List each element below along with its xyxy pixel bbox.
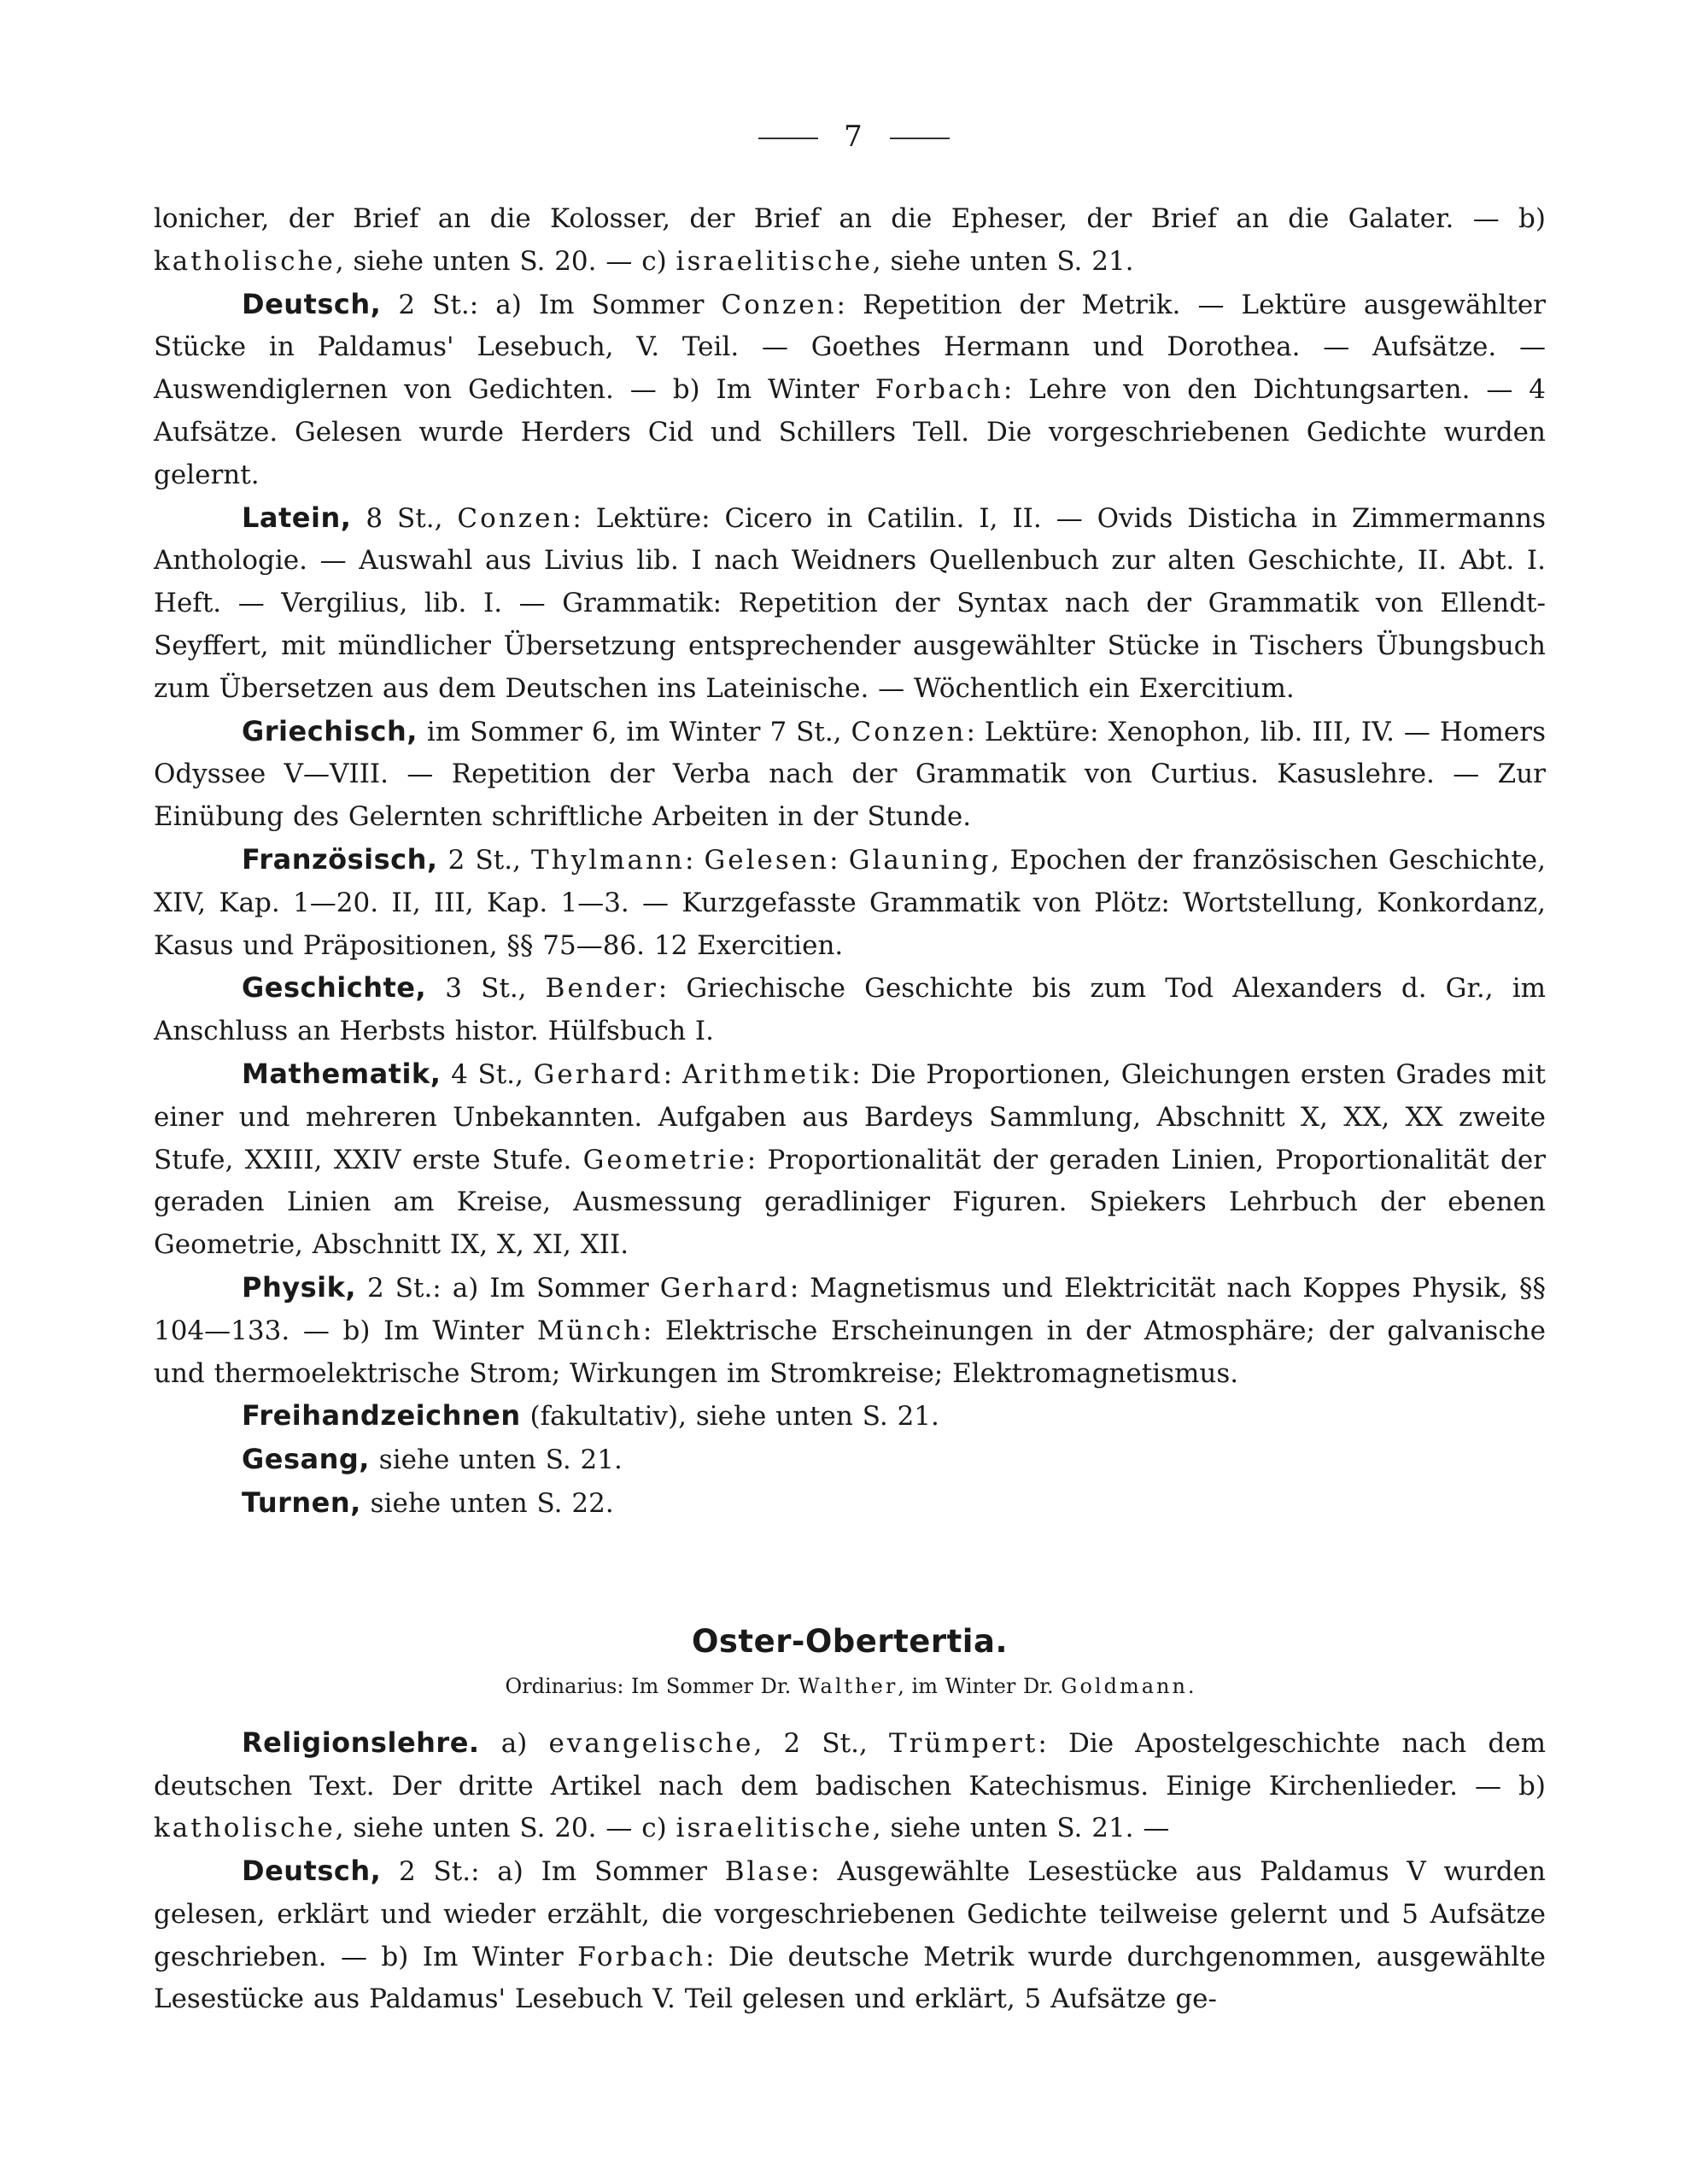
paragraph-franzoesisch [154, 839, 1546, 967]
text: , 2 St., [753, 1727, 889, 1759]
text: im Sommer 6, im Winter 7 St., [417, 716, 851, 747]
teacher-name: Conzen [851, 716, 967, 747]
subject-heading: Gesang, [242, 1443, 370, 1476]
subject-heading: Deutsch, [242, 1855, 382, 1888]
text: : Griechische Geschichte bis zum Tod Alexanders d. Gr., im Anschluss an Herbsts histor. Hülfsbuch I. [154, 973, 1547, 1047]
text: : Magnetismus und Elektricität nach Koppes Physik, §§ 104—133. — b) Im Winter [154, 1272, 1546, 1346]
text: : Lehre von den Dichtungsarten. — 4 Aufsätze. Gelesen wurde Herders Cid und Schillers Tell. Die vorgeschriebenen Gedichte wurden gelernt. [154, 374, 1547, 490]
text: 2 St.: a) Im Sommer [381, 1856, 725, 1888]
teacher-name: Gerhard [659, 1272, 790, 1304]
text: : Lektüre: Xenophon, lib. III, IV. — Homers Odyssee V—VIII. — Repetition der Verba nach der Grammatik von Curtius. Kasuslehre. — Zur Einübung des Gelernten schriftliche Arbeiten in der Stunde. [154, 716, 1546, 833]
paragraph-geschichte [154, 967, 1546, 1053]
paragraph-deutsch-obertertia [154, 1850, 1546, 2021]
denomination-israelite: israelitische [676, 245, 873, 277]
text: siehe unten S. 21. [369, 1444, 623, 1476]
text: : Die deutsche Metrik wurde durchgenommen, ausgewählte Lesestücke aus Paldamus' Lesebuch V. Teil gelesen und erklärt, 5 Aufsätze ge- [154, 1941, 1546, 2015]
paragraph-deutsch [154, 284, 1546, 497]
teacher-name: Walther [798, 1673, 898, 1698]
continuation-end: , siehe unten S. 21. [872, 245, 1134, 277]
subject-heading: Mathematik, [242, 1057, 442, 1090]
text: 4 St., [441, 1058, 534, 1090]
paragraph-griechisch [154, 711, 1546, 839]
spaced-label: Geometrie [582, 1144, 747, 1175]
denomination-evangelical: evangelische [548, 1727, 754, 1759]
text: . [1187, 1673, 1195, 1698]
paragraph-freihandzeichnen [154, 1395, 1546, 1439]
ordinarius-line [154, 1669, 1546, 1703]
subject-heading: Religionslehre. [242, 1726, 480, 1759]
text: , im Winter Dr. [898, 1673, 1062, 1698]
denomination-catholic: katholische [154, 245, 336, 277]
text: : [684, 844, 705, 876]
header-dash-right [890, 138, 950, 139]
paragraph-latein [154, 497, 1546, 711]
text: 2 St.: a) Im Sommer [356, 1272, 660, 1304]
denomination-israelite: israelitische [676, 1813, 873, 1844]
teacher-name: Gerhard [533, 1058, 664, 1090]
text: : Lektüre: Cicero in Catilin. I, II. — Ovids Disticha in Zimmermanns Anthologie. — Auswahl aus Livius lib. I nach Weidners Quellenbuch zur alten Geschichte, II. Abt. I. Heft. — Vergilius, lib. I. — Grammatik: Repetition der Syntax nach der Grammatik von Ellendt-Seyffert, mit mündlicher Übersetzung entsprechender ausgewählter Stücke in Tischers Übungsbuch zum Übersetzen aus dem Deutschen ins Lateinische. — Wöchentlich ein Exercitium. [154, 502, 1547, 704]
text: : Ausgewählte Lesestücke aus Paldamus V wurden gelesen, erklärt und wieder erzählt, die vorgeschriebenen Gedichte teilweise gelernt und 5 Aufsätze geschrieben. — b) Im Winter [154, 1856, 1546, 1972]
text: 2 St.: a) Im Sommer [381, 289, 722, 320]
teacher-name: Münch [536, 1315, 643, 1346]
paragraph-mathematik [154, 1053, 1546, 1267]
text: siehe unten S. 22. [360, 1487, 614, 1519]
subject-heading: Freihandzeichnen [242, 1399, 521, 1433]
teacher-name: Thylmann [531, 844, 685, 876]
spaced-label: Gelesen [704, 844, 830, 876]
subject-heading: Französisch, [242, 842, 438, 876]
text: (fakultativ), siehe unten S. 21. [520, 1401, 939, 1433]
teacher-name: Bender [545, 973, 658, 1005]
spaced-label: Arithmetik [681, 1058, 852, 1090]
text: 2 St., [437, 844, 532, 876]
subject-heading: Physik, [242, 1270, 357, 1304]
paragraph-continuation [154, 198, 1546, 284]
text: 3 St., [426, 973, 546, 1005]
text: : Die Apostelgeschichte nach dem deutschen Text. Der dritte Artikel nach dem badischen Katechismus. Einige Kirchenlieder. — b) [154, 1727, 1546, 1802]
page-number-header [0, 120, 1708, 154]
subject-heading: Deutsch, [242, 287, 382, 320]
paragraph-gesang [154, 1439, 1546, 1482]
text: 8 St., [351, 502, 458, 534]
text: : Elektrische Erscheinungen in der Atmosphäre; der galvanische und thermoelektrische Strom; Wirkungen im Stromkreise; Elektromagnetismus. [154, 1315, 1546, 1389]
author-name: Glauning [848, 844, 991, 876]
text: : Die Proportionen, Gleichungen ersten Grades mit einer und mehreren Unbekannten. Aufgaben aus Bardeys Sammlung, Abschnitt X, XX, XX zweite Stufe, XXIII, XXIV erste Stufe. [154, 1058, 1547, 1175]
teacher-name: Forbach [874, 374, 1003, 406]
text: a) [479, 1727, 549, 1759]
teacher-name: Goldmann [1061, 1673, 1188, 1698]
header-dash-left [758, 138, 818, 139]
text: : [829, 844, 849, 876]
paragraph-religionslehre [154, 1722, 1546, 1850]
paragraph-turnen [154, 1482, 1546, 1526]
teacher-name: Conzen [457, 502, 573, 534]
subject-heading: Turnen, [242, 1485, 361, 1519]
text: : Repetition der Metrik. — Lektüre ausgewählter Stücke in Paldamus' Lesebuch, V. Teil. — Goethes Hermann und Dorothea. — Aufsätze. — Auswendiglernen von Gedichten. — b) Im Winter [154, 289, 1546, 406]
text: , siehe unten S. 20. — c) [335, 1813, 676, 1844]
teacher-name: Blase [724, 1856, 811, 1888]
continuation-mid: , siehe unten S. 20. — c) [335, 245, 676, 277]
denomination-catholic: katholische [154, 1813, 336, 1844]
subject-heading: Griechisch, [242, 714, 418, 747]
text: , siehe unten S. 21. — [872, 1813, 1170, 1844]
subject-heading: Geschichte, [242, 971, 427, 1005]
section-heading: Oster-Obertertia. [691, 1622, 1009, 1660]
text: , Epochen der französischen Geschichte, XIV, Kap. 1—20. II, III, Kap. 1—3. — Kurzgefasste Grammatik von Plötz: Wortstellung, Konkordanz, Kasus und Präpositionen, §§ 75—86. 12 Exercitien. [154, 844, 1546, 961]
text: Ordinarius: Im Sommer Dr. [505, 1673, 798, 1698]
teacher-name: Forbach [577, 1941, 706, 1972]
teacher-name: Trümpert [889, 1727, 1038, 1759]
paragraph-physik [154, 1267, 1546, 1395]
page-number: 7 [844, 120, 864, 154]
document-body [154, 198, 1546, 2021]
text: : [663, 1058, 682, 1090]
text: : Proportionalität der geraden Linien, Proportionalität der geraden Linien am Kreise, Ausmessung geradliniger Figuren. Spiekers Lehrbuch der ebenen Geometrie, Abschnitt IX, X, XI, XII. [154, 1144, 1546, 1261]
continuation-text: lonicher, der Brief an die Kolosser, der Brief an die Epheser, der Brief an die Galater. — b) [154, 203, 1546, 234]
subject-heading: Latein, [242, 501, 352, 534]
teacher-name: Conzen [721, 289, 837, 320]
